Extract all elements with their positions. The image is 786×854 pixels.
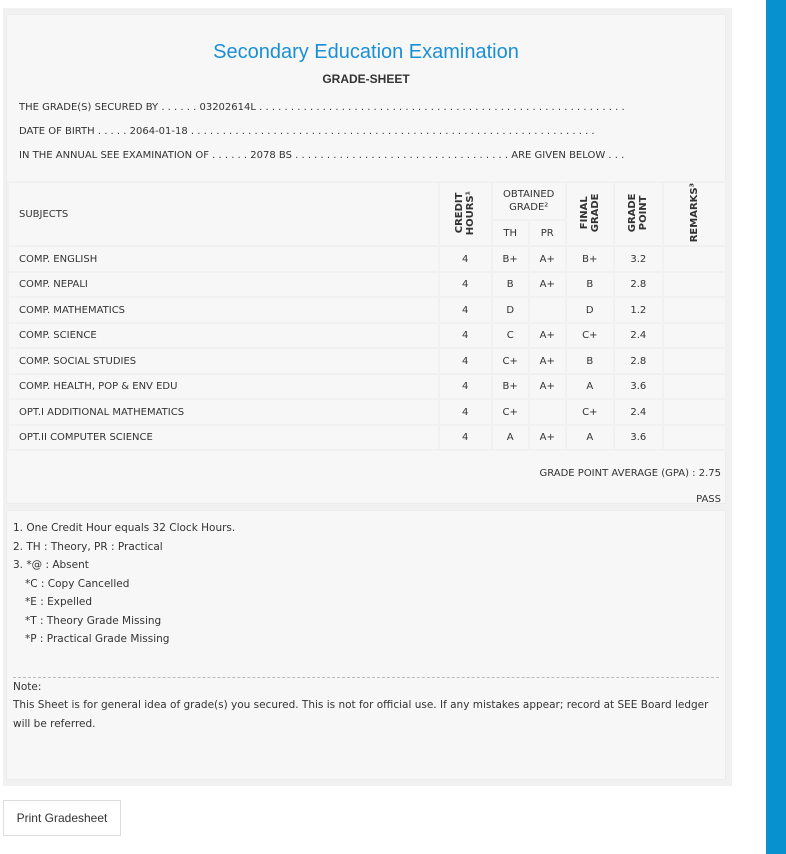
cell-th: A xyxy=(492,425,529,451)
table-row xyxy=(8,246,726,272)
cell-final: A xyxy=(566,425,614,451)
cell-subject: COMP. MATHEMATICS xyxy=(8,297,439,323)
note-3: 3. *@ : Absent xyxy=(13,559,89,571)
cell-credit: 4 xyxy=(439,323,492,349)
subtitle: GRADE-SHEET xyxy=(322,72,410,86)
cell-credit: 4 xyxy=(439,374,492,400)
cell-th: C+ xyxy=(492,348,529,374)
cell-final: A xyxy=(566,374,614,400)
note-3e: *E : Expelled xyxy=(25,596,93,608)
cell-grade-point: 2.4 xyxy=(614,399,663,425)
page-title: Secondary Education Examination xyxy=(213,41,519,63)
side-bar xyxy=(766,0,786,854)
table-row xyxy=(8,348,726,374)
gpa: GRADE POINT AVERAGE (GPA) : 2.75 xyxy=(539,468,721,479)
cell-final: B xyxy=(566,272,614,298)
cell-final: C+ xyxy=(566,399,614,425)
cell-grade-point: 2.8 xyxy=(614,272,663,298)
cell-subject: OPT.I ADDITIONAL MATHEMATICS xyxy=(8,399,439,425)
cell-pr: A+ xyxy=(529,246,566,272)
cell-final: B xyxy=(566,348,614,374)
table-row xyxy=(8,425,726,451)
cell-grade-point: 3.6 xyxy=(614,374,663,400)
gradesheet-panel xyxy=(3,8,732,786)
cell-grade-point: 2.8 xyxy=(614,348,663,374)
exam-line: IN THE ANNUAL SEE EXAMINATION OF . . . . . . 2078 BS . . . . . . . . . . . . . . . . . . . . . . . . . . . . . . . . . . ARE GIVEN BELOW . . . xyxy=(19,150,625,161)
cell-remarks xyxy=(663,297,726,323)
table-row xyxy=(8,323,726,349)
cell-remarks xyxy=(663,399,726,425)
cell-credit: 4 xyxy=(439,246,492,272)
note-1: 1. One Credit Hour equals 32 Clock Hours. xyxy=(13,522,236,534)
cell-remarks xyxy=(663,425,726,451)
cell-pr xyxy=(529,399,566,425)
cell-pr: A+ xyxy=(529,425,566,451)
header-pr: PR xyxy=(529,220,566,246)
cell-credit: 4 xyxy=(439,425,492,451)
print-gradesheet-button[interactable]: Print Gradesheet xyxy=(3,800,121,836)
cell-th: B xyxy=(492,272,529,298)
cell-pr: A+ xyxy=(529,374,566,400)
note-3c: *C : Copy Cancelled xyxy=(25,577,130,590)
table-row xyxy=(8,297,726,323)
table-row xyxy=(8,399,726,425)
cell-credit: 4 xyxy=(439,399,492,425)
cell-final: B+ xyxy=(566,246,614,272)
cell-pr: A+ xyxy=(529,323,566,349)
cell-subject: COMP. HEALTH, POP & ENV EDU xyxy=(8,374,439,400)
header-th: TH xyxy=(492,220,529,246)
result: PASS xyxy=(696,494,721,505)
symbol-line: THE GRADE(S) SECURED BY . . . . . . 03202614L . . . . . . . . . . . . . . . . . . . . . . . . . . . . . . . . . . . . . . . . . . . . . . . . . . . . . . . . . . xyxy=(19,102,625,113)
dob-line: DATE OF BIRTH . . . . . 2064-01-18 . . . . . . . . . . . . . . . . . . . . . . . . . . . . . . . . . . . . . . . . . . . . . . . . . . . . . . . . . . . . . . . . xyxy=(19,126,595,137)
header-subjects: SUBJECTS xyxy=(8,182,439,246)
cell-th: D xyxy=(492,297,529,323)
cell-credit: 4 xyxy=(439,348,492,374)
note-3p: *P : Practical Grade Missing xyxy=(25,633,170,645)
grades-table xyxy=(7,181,727,451)
note-2: 2. TH : Theory, PR : Practical xyxy=(13,540,163,553)
footnotes xyxy=(6,510,726,780)
cell-pr: A+ xyxy=(529,348,566,374)
cell-subject: COMP. NEPALI xyxy=(8,272,439,298)
note-3t: *T : Theory Grade Missing xyxy=(25,614,162,627)
cell-grade-point: 3.2 xyxy=(614,246,663,272)
cell-grade-point: 1.2 xyxy=(614,297,663,323)
cell-remarks xyxy=(663,374,726,400)
note-label: Note: xyxy=(13,680,42,693)
cell-th: B+ xyxy=(492,246,529,272)
cell-final: D xyxy=(566,297,614,323)
header-gp: GRADE POINT xyxy=(627,193,650,233)
cell-th: C xyxy=(492,323,529,349)
header-credit: CREDIT HOURS¹ xyxy=(454,190,477,235)
cell-pr xyxy=(529,297,566,323)
note-text: This Sheet is for general idea of grade(s) you secured. This is not for official use. If any mistakes appear; record at SEE Board ledger will be referred. xyxy=(13,699,709,730)
cell-remarks xyxy=(663,272,726,298)
cell-subject: COMP. SCIENCE xyxy=(8,323,439,349)
cell-subject: COMP. ENGLISH xyxy=(8,246,439,272)
cell-subject: COMP. SOCIAL STUDIES xyxy=(8,348,439,374)
table-row xyxy=(8,374,726,400)
cell-th: C+ xyxy=(492,399,529,425)
cell-credit: 4 xyxy=(439,297,492,323)
cell-grade-point: 2.4 xyxy=(614,323,663,349)
header-final: FINAL GRADE xyxy=(578,193,601,233)
cell-remarks xyxy=(663,246,726,272)
cell-th: B+ xyxy=(492,374,529,400)
cell-pr: A+ xyxy=(529,272,566,298)
table-row xyxy=(8,272,726,298)
cell-credit: 4 xyxy=(439,272,492,298)
header-remarks: REMARKS³ xyxy=(688,183,700,243)
cell-remarks xyxy=(663,323,726,349)
cell-remarks xyxy=(663,348,726,374)
gradesheet xyxy=(6,14,726,504)
header-obtained: OBTAINED GRADE² xyxy=(492,182,566,220)
cell-final: C+ xyxy=(566,323,614,349)
cell-subject: OPT.II COMPUTER SCIENCE xyxy=(8,425,439,451)
cell-grade-point: 3.6 xyxy=(614,425,663,451)
